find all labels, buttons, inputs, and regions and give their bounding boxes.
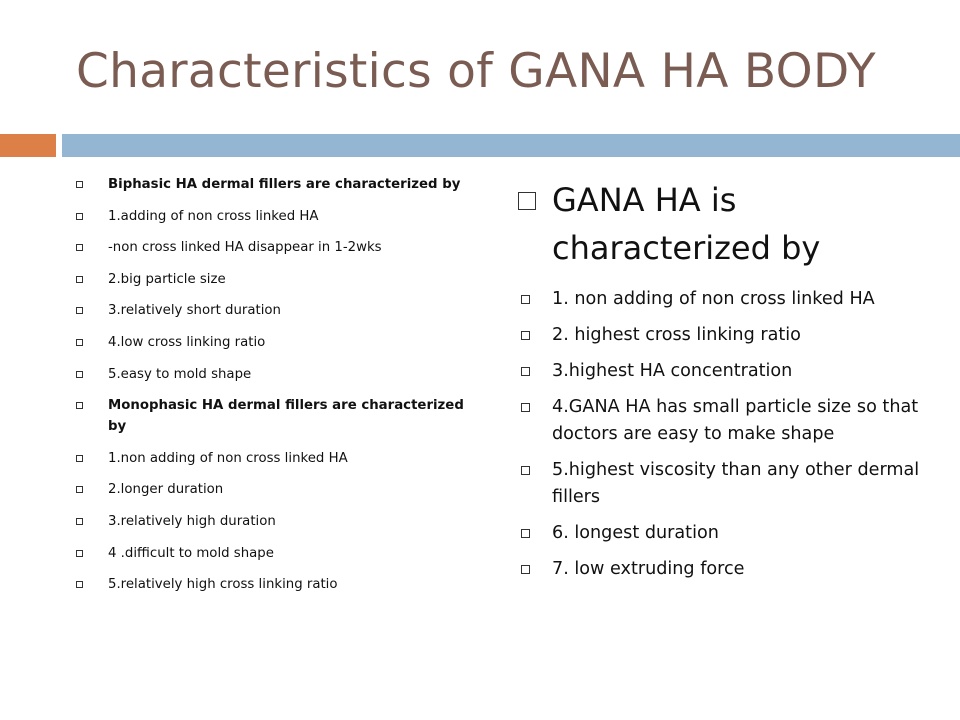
right-list-item-text: 2. highest cross linking ratio xyxy=(552,325,801,345)
right-list-item-text: 3.highest HA concentration xyxy=(552,361,793,381)
square-bullet-icon xyxy=(76,455,83,462)
left-list-item xyxy=(70,174,470,195)
square-bullet-icon xyxy=(76,276,83,283)
left-list-item-text: Biphasic HA dermal fillers are characterized by xyxy=(108,177,461,192)
left-list-item-text: 4.low cross linking ratio xyxy=(108,334,266,350)
slide-title: Characteristics of GANA HA BODY xyxy=(76,44,876,99)
right-list-item-text: 6. longest duration xyxy=(552,523,719,543)
right-list-item-text: 1. non adding of non cross linked HA xyxy=(552,289,875,309)
square-bullet-icon xyxy=(76,371,83,378)
left-list-item-text: 5.easy to mold shape xyxy=(108,366,252,382)
right-list-item-text: 5.highest viscosity than any other dermal fillers xyxy=(552,460,920,507)
square-bullet-icon xyxy=(521,295,530,304)
left-list-item xyxy=(70,479,470,500)
right-list-item xyxy=(518,286,938,313)
right-heading-text: GANA HA is characterized by xyxy=(552,181,821,267)
square-bullet-icon xyxy=(521,565,530,574)
square-bullet-icon xyxy=(518,192,536,210)
left-list-item xyxy=(70,448,470,469)
left-list-item xyxy=(70,332,470,353)
left-list-item xyxy=(70,237,470,258)
square-bullet-icon xyxy=(521,367,530,376)
accent-bar-main xyxy=(62,134,960,157)
right-list-item xyxy=(518,556,938,583)
left-list-item xyxy=(70,511,470,532)
accent-bar-left xyxy=(0,134,56,157)
left-list-item-text: 1.non adding of non cross linked HA xyxy=(108,450,348,466)
square-bullet-icon xyxy=(76,486,83,493)
left-list-item xyxy=(70,395,470,437)
left-list-item-text: 2.big particle size xyxy=(108,271,226,287)
left-list-item-text: 1.adding of non cross linked HA xyxy=(108,208,319,224)
right-bullet-list xyxy=(518,176,938,592)
left-list-item-text: 4 .difficult to mold shape xyxy=(108,545,274,561)
left-list-item xyxy=(70,300,470,321)
square-bullet-icon xyxy=(521,466,530,475)
square-bullet-icon xyxy=(76,550,83,557)
square-bullet-icon xyxy=(521,403,530,412)
left-list-item-text: 3.relatively short duration xyxy=(108,303,281,319)
right-list-item xyxy=(518,394,938,448)
right-list-item xyxy=(518,322,938,349)
right-list-item-text: 7. low extruding force xyxy=(552,559,745,579)
square-bullet-icon xyxy=(521,331,530,340)
square-bullet-icon xyxy=(76,181,83,188)
square-bullet-icon xyxy=(76,402,83,409)
left-list-item-text: 2.longer duration xyxy=(108,482,224,498)
square-bullet-icon xyxy=(76,339,83,346)
left-list-item xyxy=(70,269,470,290)
square-bullet-icon xyxy=(76,581,83,588)
left-list-item-text: 3.relatively high duration xyxy=(108,513,276,529)
left-list-item-text: -non cross linked HA disappear in 1-2wks xyxy=(108,240,382,256)
square-bullet-icon xyxy=(521,529,530,538)
right-list-item xyxy=(518,457,938,511)
left-list-item xyxy=(70,364,470,385)
left-bullet-list xyxy=(70,174,470,606)
right-list-item xyxy=(518,358,938,385)
right-heading xyxy=(518,176,938,272)
left-list-item-text: Monophasic HA dermal fillers are characterized by xyxy=(108,398,464,435)
square-bullet-icon xyxy=(76,213,83,220)
left-list-item xyxy=(70,206,470,227)
left-list-item-text: 5.relatively high cross linking ratio xyxy=(108,577,338,593)
square-bullet-icon xyxy=(76,307,83,314)
right-list-item-text: 4.GANA HA has small particle size so that doctors are easy to make shape xyxy=(552,397,919,444)
left-list-item xyxy=(70,574,470,595)
square-bullet-icon xyxy=(76,518,83,525)
square-bullet-icon xyxy=(76,244,83,251)
right-list-item xyxy=(518,520,938,547)
left-list-item xyxy=(70,543,470,564)
